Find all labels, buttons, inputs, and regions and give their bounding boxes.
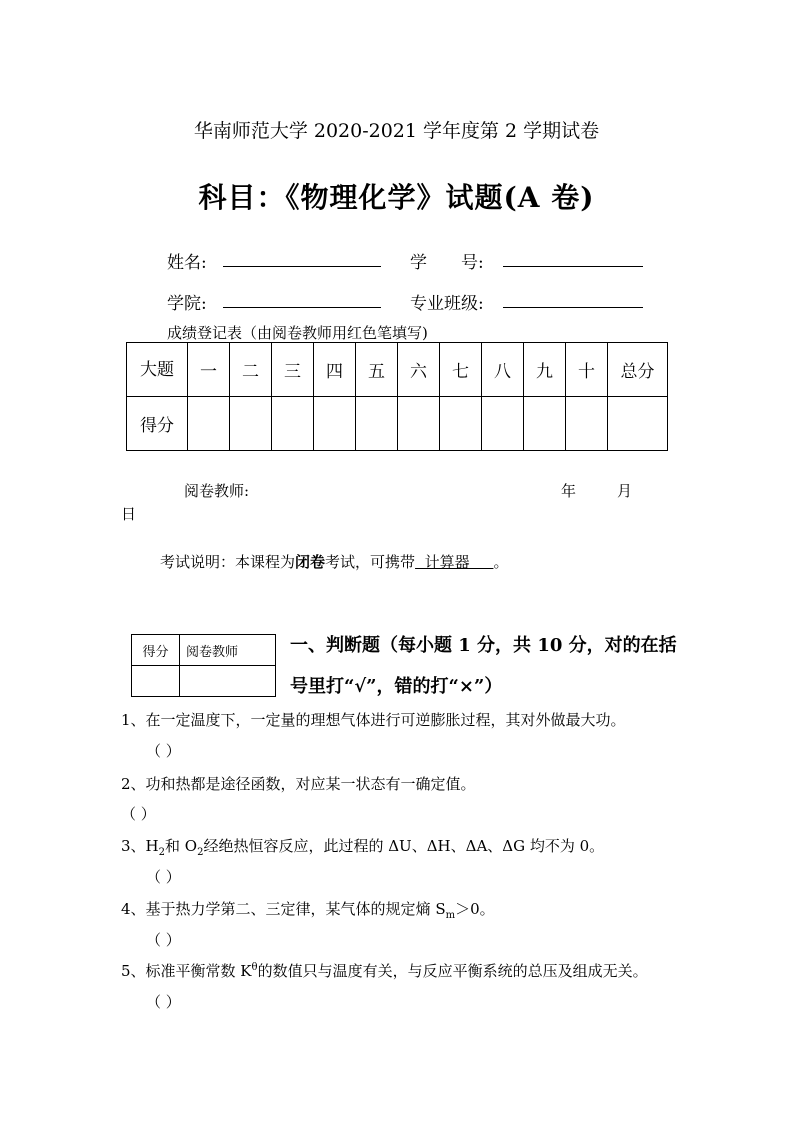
question-2: 2、功和热都是途径函数，对应某一状态有一确定值。 <box>121 775 476 793</box>
score-input-cell[interactable] <box>566 397 608 451</box>
year-label: 年 <box>561 482 577 500</box>
score-header-cell: 五 <box>356 343 398 397</box>
score-header-cell: 总分 <box>608 343 668 397</box>
score-input-cell[interactable] <box>314 397 356 451</box>
score-header-cell: 大题 <box>127 343 188 397</box>
grader-box-score-label: 得分 <box>132 635 180 666</box>
exam-subtitle: 华南师范大学 2020-2021 学年度第 2 学期试卷 <box>193 120 600 142</box>
q3-pre: 3、H <box>121 837 159 855</box>
exam-note-middle: 考试，可携带 <box>325 553 416 571</box>
q5-pre: 5、标准平衡常数 K <box>121 962 252 980</box>
score-input-cell[interactable] <box>188 397 230 451</box>
score-header-cell: 九 <box>524 343 566 397</box>
q4-post: ＞0。 <box>455 900 495 918</box>
major-class-field-line[interactable] <box>503 307 643 308</box>
q3-post: 经绝热恒容反应，此过程的 ΔU、ΔH、ΔA、ΔG 均不为 0。 <box>203 837 605 855</box>
score-input-cell[interactable] <box>482 397 524 451</box>
score-header-cell: 二 <box>230 343 272 397</box>
name-label: 姓名: <box>167 253 207 273</box>
grader-label: 阅卷教师: <box>184 482 250 500</box>
question-4 <box>121 898 495 921</box>
question-3 <box>121 835 604 858</box>
college-label: 学院: <box>167 294 207 314</box>
score-input-cell[interactable] <box>440 397 482 451</box>
day-label: 日 <box>121 505 137 523</box>
score-header-cell: 六 <box>398 343 440 397</box>
exam-note <box>160 551 508 572</box>
section1-heading-line2: 号里打“√”，错的打“×”） <box>290 676 503 697</box>
student-id-field-line[interactable] <box>503 266 643 267</box>
question-5 <box>121 960 648 981</box>
score-header-cell: 十 <box>566 343 608 397</box>
grader-box-teacher-cell[interactable] <box>180 666 276 697</box>
score-header-cell: 七 <box>440 343 482 397</box>
college-field-line[interactable] <box>223 307 381 308</box>
score-input-cell[interactable] <box>356 397 398 451</box>
question-5-answer[interactable]: （ ） <box>146 993 181 1011</box>
exam-note-suffix: 。 <box>493 553 509 571</box>
score-table-header-row <box>127 343 668 397</box>
score-table-caption: 成绩登记表（由阅卷教师用红色笔填写) <box>167 324 428 342</box>
q3-sub-h2: 2 <box>158 847 165 858</box>
major-class-label: 专业班级: <box>410 294 484 314</box>
q3-mid: 和 O <box>165 837 198 855</box>
month-label: 月 <box>617 482 633 500</box>
question-3-answer[interactable]: （ ） <box>146 868 181 886</box>
question-1: 1、在一定温度下，一定量的理想气体进行可逆膨胀过程，其对外做最大功。 <box>121 711 626 729</box>
score-header-cell: 四 <box>314 343 356 397</box>
score-input-cell[interactable] <box>608 397 668 451</box>
q3-sub-o2: 2 <box>197 847 204 858</box>
question-2-answer[interactable]: （ ） <box>121 805 156 823</box>
score-table-score-row <box>127 397 668 451</box>
q4-pre: 4、基于热力学第二、三定律，某气体的规定熵 S <box>121 900 446 918</box>
student-id-label: 学 号: <box>410 253 484 273</box>
score-input-cell[interactable] <box>398 397 440 451</box>
q5-sup-theta: θ <box>251 962 258 973</box>
score-input-cell[interactable] <box>272 397 314 451</box>
question-4-answer[interactable]: （ ） <box>146 931 181 949</box>
exam-note-prefix: 考试说明：本课程为 <box>160 553 296 571</box>
score-header-cell: 八 <box>482 343 524 397</box>
score-input-cell[interactable] <box>230 397 272 451</box>
name-field-line[interactable] <box>223 266 381 267</box>
score-input-cell[interactable] <box>524 397 566 451</box>
score-header-cell: 一 <box>188 343 230 397</box>
grader-box-teacher-label: 阅卷教师 <box>180 635 276 666</box>
q4-sub-m: m <box>445 910 456 921</box>
score-table <box>126 342 668 451</box>
exam-note-closed: 闭卷 <box>295 553 326 571</box>
score-header-cell: 三 <box>272 343 314 397</box>
exam-title: 科目：《物理化学》试题(A 卷) <box>198 181 595 214</box>
grader-box-score-cell[interactable] <box>132 666 180 697</box>
score-row-label: 得分 <box>127 397 188 451</box>
q5-post: 的数值只与温度有关，与反应平衡系统的总压及组成无关。 <box>257 962 648 980</box>
section1-heading-line1: 一、判断题（每小题 1 分，共 10 分，对的在括 <box>290 635 677 656</box>
question-1-answer[interactable]: （ ） <box>146 742 181 760</box>
exam-note-tool: 计算器 <box>415 553 494 571</box>
section-grader-box <box>131 634 276 697</box>
